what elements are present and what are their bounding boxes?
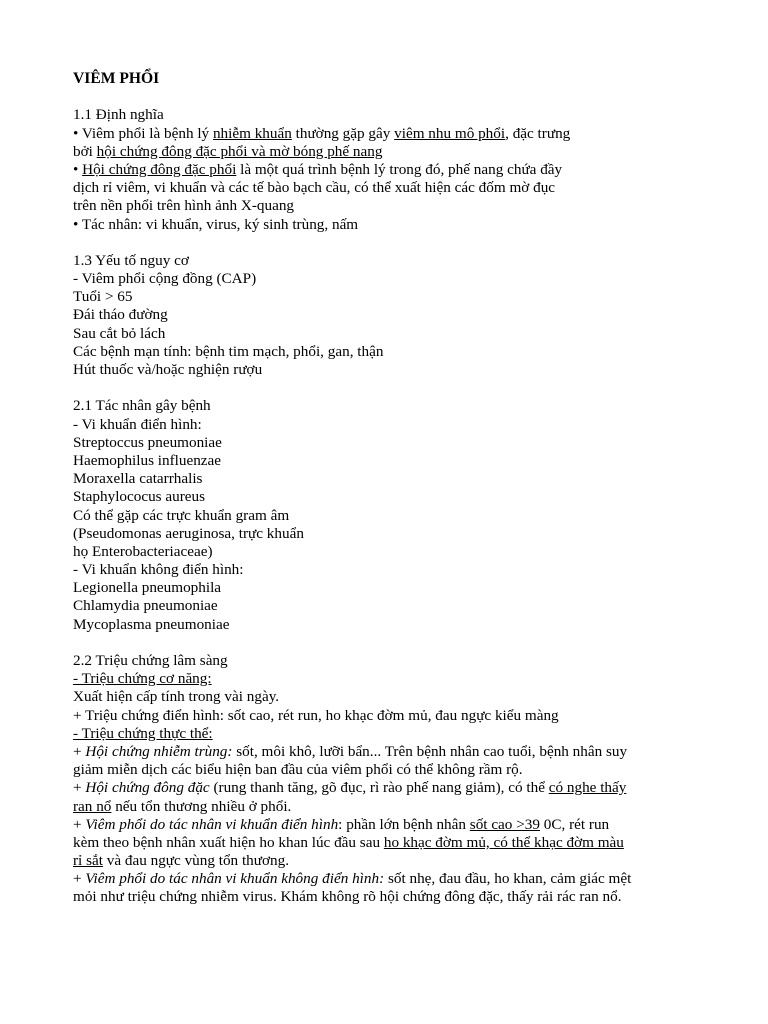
- symptom-atypical-bacteria: [73, 870, 713, 888]
- symptom-line: + Triệu chứng điển hình: sốt cao, rét run, ho khạc đờm mủ, đau ngực kiểu màng: [73, 706, 559, 724]
- document-page: [73, 70, 713, 907]
- symptom-typical-bacteria-cont: [73, 852, 713, 870]
- symptom-line: Xuất hiện cấp tính trong vài ngày.: [73, 688, 280, 706]
- text-run: và đau ngực vùng tổn thương.: [102, 852, 289, 870]
- symptom-infection-cont: giảm miễn dịch các biểu hiện ban đầu của viêm phổi có thể không rầm rộ.: [73, 761, 523, 779]
- symptom-typical-bacteria: [73, 816, 713, 834]
- underlined-term: nhiễm khuẩn: [212, 124, 292, 142]
- definition-bullet-1-cont: [73, 143, 713, 161]
- pathogen-line: Staphylococus aureus: [73, 488, 206, 506]
- risk-factor-line: Đái tháo đường: [73, 306, 168, 324]
- text-run: • Viêm phổi là bệnh lý: [73, 124, 213, 142]
- pathogen-line: Moraxella catarrhalis: [73, 470, 203, 488]
- section-heading-risk-factors: 1.3 Yếu tố nguy cơ: [73, 251, 189, 269]
- text-run: : phần lớn bệnh nhân: [338, 815, 470, 833]
- italic-term: Hội chứng đông đặc: [85, 779, 210, 797]
- text-run: thường gặp gây: [291, 124, 395, 142]
- underlined-subheading: - Triệu chứng cơ năng:: [73, 670, 212, 688]
- text-run: kèm theo bệnh nhân xuất hiện ho khan lúc đầu sau: [73, 833, 384, 851]
- definition-bullet-1: [73, 125, 713, 143]
- spacer: [73, 634, 713, 652]
- underlined-term: viêm nhu mô phổi: [394, 124, 506, 142]
- text-run: sốt, môi khô, lưỡi bẩn... Trên bệnh nhân cao tuổi, bệnh nhân suy: [232, 742, 628, 760]
- definition-bullet-2-cont: trên nền phổi trên hình ảnh X-quang: [73, 197, 295, 215]
- italic-term: Hội chứng nhiễm trùng:: [85, 742, 233, 760]
- pathogen-line: Legionella pneumophila: [73, 579, 222, 597]
- pathogen-line: họ Enterobacteriaceae): [73, 542, 213, 560]
- spacer: [73, 379, 713, 397]
- definition-bullet-3: • Tác nhân: vi khuẩn, virus, ký sinh trùng, nấm: [73, 215, 359, 233]
- italic-term: Viêm phổi do tác nhân vi khuẩn không điển hình:: [85, 870, 385, 888]
- symptom-infection: [73, 743, 713, 761]
- spacer: [73, 88, 713, 106]
- text-run: •: [73, 160, 83, 178]
- document-title: VIÊM PHỔI: [73, 70, 160, 87]
- pathogen-line: Streptoccus pneumoniae: [73, 433, 222, 451]
- symptom-consolidation-cont: [73, 798, 713, 816]
- text-run: +: [73, 779, 86, 797]
- text-run: 0C, rét run: [539, 815, 610, 833]
- text-run: bởi: [73, 142, 97, 160]
- pathogen-line: Chlamydia pneumoniae: [73, 597, 218, 615]
- text-run: (rung thanh tăng, gõ đục, rì rào phế nang giảm), có thể: [209, 779, 549, 797]
- text-run: là một quá trình bệnh lý trong đó, phế nang chứa đầy: [236, 160, 563, 178]
- text-run: +: [73, 870, 86, 888]
- risk-factor-line: - Viêm phổi cộng đồng (CAP): [73, 270, 257, 288]
- risk-factor-line: Sau cắt bỏ lách: [73, 324, 166, 342]
- definition-bullet-2-cont: dịch rỉ viêm, vi khuẩn và các tế bào bạch cầu, có thể xuất hiện các đốm mờ đục: [73, 179, 556, 197]
- pathogen-line: (Pseudomonas aeruginosa, trực khuẩn: [73, 524, 304, 542]
- symptom-consolidation: [73, 779, 713, 797]
- symptom-typical-bacteria-cont: [73, 834, 713, 852]
- underlined-subheading: - Triệu chứng thực thể:: [73, 724, 213, 742]
- risk-factor-line: Hút thuốc và/hoặc nghiện rượu: [73, 361, 263, 378]
- section-heading-pathogens: 2.1 Tác nhân gây bệnh: [73, 397, 211, 415]
- underlined-term: hội chứng đông đặc phổi và mờ bóng phế nang: [96, 142, 383, 160]
- underlined-term: có nghe thấy: [548, 779, 627, 797]
- subheading-functional-symptoms: [73, 670, 713, 688]
- symptom-atypical-bacteria-cont: mỏi như triệu chứng nhiễm virus. Khám không rõ hội chứng đông đặc, thấy rải rác ran nổ.: [73, 888, 622, 906]
- text-run: nếu tổn thương nhiều ở phổi.: [111, 797, 292, 815]
- pathogen-line: - Vi khuẩn không điển hình:: [73, 561, 244, 579]
- pathogen-line: Có thể gặp các trực khuẩn gram âm: [73, 506, 290, 524]
- risk-factor-line: Các bệnh mạn tính: bệnh tim mạch, phổi, gan, thận: [73, 342, 384, 360]
- subheading-physical-symptoms: [73, 725, 713, 743]
- pathogen-line: - Vi khuẩn điển hình:: [73, 415, 202, 433]
- underlined-term: rỉ sắt: [73, 852, 103, 870]
- text-run: +: [73, 742, 86, 760]
- risk-factor-line: Tuổi > 65: [73, 288, 133, 306]
- section-heading-symptoms: 2.2 Triệu chứng lâm sàng: [73, 652, 228, 669]
- pathogen-line: Mycoplasma pneumoniae: [73, 615, 230, 633]
- section-heading-definition: 1.1 Định nghĩa: [73, 106, 164, 124]
- underlined-term: ran nổ: [73, 797, 112, 815]
- underlined-term: sốt cao >39: [469, 815, 540, 833]
- text-run: sốt nhẹ, đau đầu, ho khan, cảm giác mệt: [384, 870, 632, 888]
- spacer: [73, 234, 713, 252]
- italic-term: Viêm phổi do tác nhân vi khuẩn điển hình: [85, 815, 339, 833]
- text-run: , đặc trưng: [505, 124, 571, 142]
- underlined-term: ho khạc đờm mủ, có thể khạc đờm màu: [383, 833, 624, 851]
- underlined-term: Hội chứng đông đặc phổi: [82, 160, 237, 178]
- text-run: +: [73, 815, 86, 833]
- pathogen-line: Haemophilus influenzae: [73, 451, 222, 469]
- definition-bullet-2: [73, 161, 713, 179]
